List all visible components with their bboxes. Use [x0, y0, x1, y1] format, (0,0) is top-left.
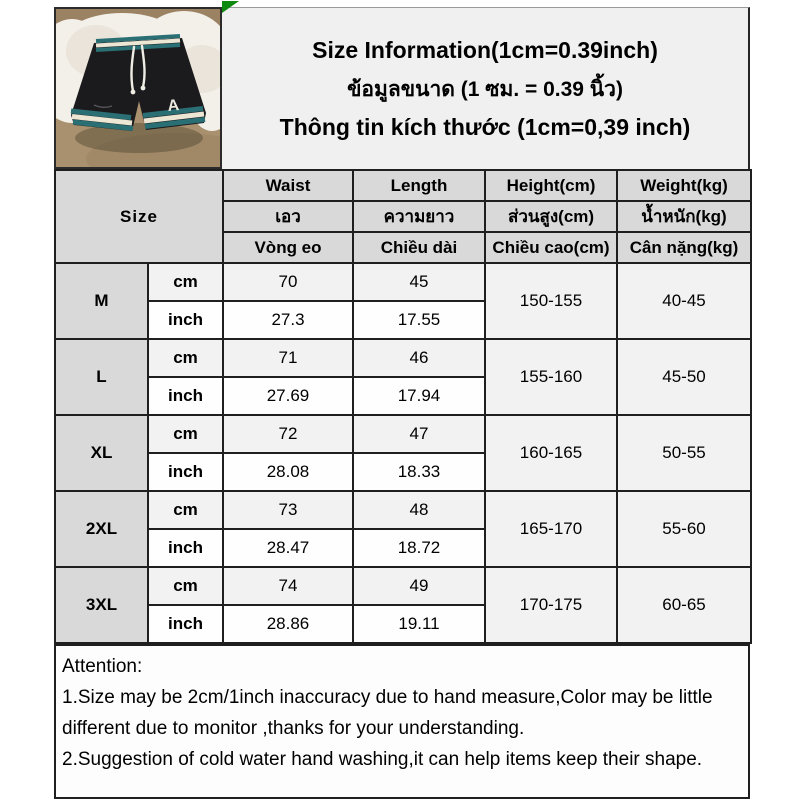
xl-height: 160-165: [485, 415, 617, 491]
header-waist-en: Waist: [223, 170, 353, 201]
m-length-cm: 45: [353, 263, 485, 301]
size-label-3xl: 3XL: [55, 567, 148, 643]
m-weight: 40-45: [617, 263, 751, 339]
m-waist-inch: 27.3: [223, 301, 353, 339]
header-height-en: Height(cm): [485, 170, 617, 201]
unit-inch: inch: [148, 529, 223, 567]
xl-weight: 50-55: [617, 415, 751, 491]
title-thai: ข้อมูลขนาด (1 ซม. = 0.39 นิ้ว): [347, 78, 623, 101]
unit-cm: cm: [148, 567, 223, 605]
xl-length-inch: 18.33: [353, 453, 485, 491]
attention-box: [54, 644, 750, 799]
title-panel: [222, 7, 750, 169]
header-weight-en: Weight(kg): [617, 170, 751, 201]
unit-cm: cm: [148, 339, 223, 377]
header-length-en: Length: [353, 170, 485, 201]
unit-inch: inch: [148, 605, 223, 643]
xl-length-cm: 47: [353, 415, 485, 453]
2xl-waist-inch: 28.47: [223, 529, 353, 567]
2xl-waist-cm: 73: [223, 491, 353, 529]
l-waist-inch: 27.69: [223, 377, 353, 415]
header-length-vi: Chiều dài: [353, 232, 485, 263]
table-row: [55, 263, 751, 301]
2xl-length-cm: 48: [353, 491, 485, 529]
3xl-waist-cm: 74: [223, 567, 353, 605]
unit-cm: cm: [148, 415, 223, 453]
attention-note-2: 2.Suggestion of cold water hand washing,it can help items keep their shape.: [62, 749, 703, 770]
unit-inch: inch: [148, 377, 223, 415]
3xl-length-inch: 19.11: [353, 605, 485, 643]
header-weight-th: น้ำหนัก(kg): [617, 201, 751, 232]
size-label-xl: XL: [55, 415, 148, 491]
3xl-waist-inch: 28.86: [223, 605, 353, 643]
size-label-m: M: [55, 263, 148, 339]
header-length-th: ความยาว: [353, 201, 485, 232]
product-photo: [54, 7, 222, 169]
corner-triangle-decoration: [222, 1, 239, 13]
header-weight-vi: Cân nặng(kg): [617, 232, 751, 263]
header-height-th: ส่วนสูง(cm): [485, 201, 617, 232]
size-label-2xl: 2XL: [55, 491, 148, 567]
l-length-cm: 46: [353, 339, 485, 377]
size-table: [54, 169, 752, 644]
2xl-height: 165-170: [485, 491, 617, 567]
unit-inch: inch: [148, 301, 223, 339]
3xl-length-cm: 49: [353, 567, 485, 605]
table-row: [55, 339, 751, 377]
l-weight: 45-50: [617, 339, 751, 415]
3xl-height: 170-175: [485, 567, 617, 643]
header-height-vi: Chiều cao(cm): [485, 232, 617, 263]
title-english: Size Information(1cm=0.39inch): [312, 37, 658, 63]
xl-waist-cm: 72: [223, 415, 353, 453]
unit-cm: cm: [148, 263, 223, 301]
m-length-inch: 17.55: [353, 301, 485, 339]
title-vietnamese: Thông tin kích thước (1cm=0,39 inch): [279, 114, 691, 140]
attention-note-1: 1.Size may be 2cm/1inch inaccuracy due to hand measure,Color may be little different due to monitor ,thanks for your understanding.: [62, 687, 713, 739]
top-section: [54, 7, 750, 169]
header-waist-th: เอว: [223, 201, 353, 232]
unit-inch: inch: [148, 453, 223, 491]
table-row: [55, 567, 751, 605]
m-height: 150-155: [485, 263, 617, 339]
content-area: [54, 7, 750, 799]
2xl-length-inch: 18.72: [353, 529, 485, 567]
3xl-weight: 60-65: [617, 567, 751, 643]
shorts-photo-graphic: [56, 9, 220, 167]
size-corner-header: Size: [55, 170, 223, 263]
l-waist-cm: 71: [223, 339, 353, 377]
table-row: [55, 491, 751, 529]
unit-cm: cm: [148, 491, 223, 529]
m-waist-cm: 70: [223, 263, 353, 301]
xl-waist-inch: 28.08: [223, 453, 353, 491]
l-length-inch: 17.94: [353, 377, 485, 415]
table-row: [55, 415, 751, 453]
l-height: 155-160: [485, 339, 617, 415]
header-waist-vi: Vòng eo: [223, 232, 353, 263]
shorts-shadow: [75, 123, 203, 153]
shorts-letter: A: [166, 97, 180, 115]
2xl-weight: 55-60: [617, 491, 751, 567]
size-label-l: L: [55, 339, 148, 415]
attention-heading: Attention:: [62, 656, 143, 677]
